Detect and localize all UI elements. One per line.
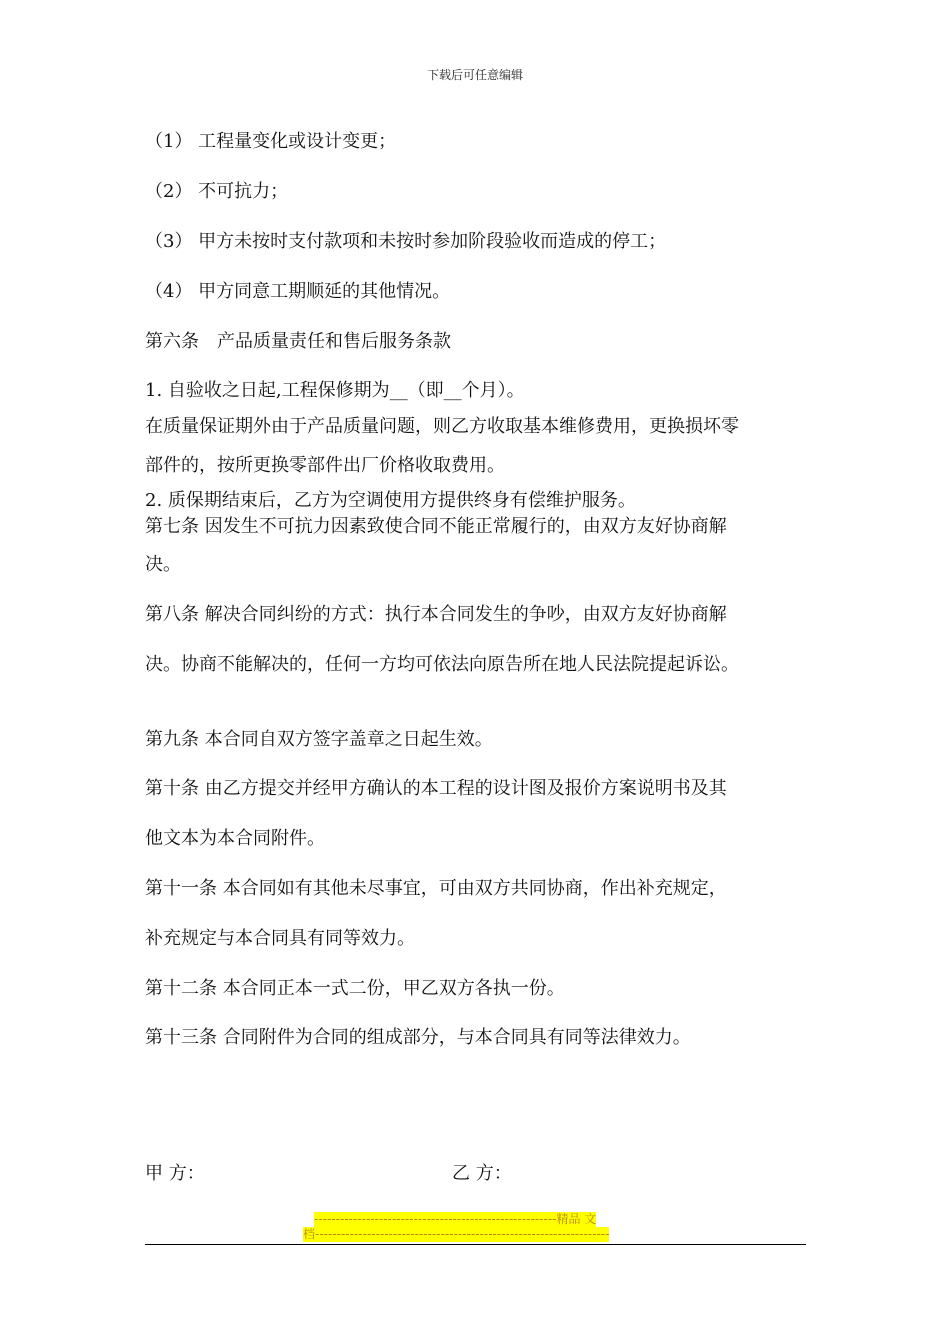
page-header: 下载后可任意编辑 [426, 68, 523, 82]
footer-divider [145, 1244, 806, 1245]
clause-line: 第十条 由乙方提交并经甲方确认的本工程的设计图及报价方案说明书及其 [145, 778, 727, 799]
clause-line: 第十一条 本合同如有其他未尽事宜，可由双方共同协商，作出补充规定， [145, 878, 727, 899]
clause-line: 2. 质保期结束后，乙方为空调使用方提供终身有偿维护服务。 [145, 490, 636, 511]
clause-line: （2） 不可抗力； [145, 181, 289, 202]
clause-line: 第八条 解决合同纠纷的方式：执行本合同发生的争吵，由双方友好协商解 [145, 604, 727, 625]
clause-line: （1） 工程量变化或设计变更； [145, 131, 397, 152]
clause-line: 决。 [145, 554, 181, 575]
clause-line: 决。协商不能解决的，任何一方均可依法向原告所在地人民法院提起诉讼。 [145, 654, 739, 675]
party-b-signature: 乙 方： [452, 1163, 512, 1184]
footer-watermark-line2: 档-------------------------------------------------------------------- [303, 1227, 610, 1241]
clause-line: 部件的，按所更换零部件出厂价格收取费用。 [145, 455, 505, 476]
clause-line: 第九条 本合同自双方签字盖章之日起生效。 [145, 729, 493, 750]
clause-line: 第十三条 合同附件为合同的组成部分，与本合同具有同等法律效力。 [145, 1027, 691, 1048]
party-a-signature: 甲 方： [145, 1163, 205, 1184]
clause-line: （3） 甲方未按时支付款项和未按时参加阶段验收而造成的停工； [145, 231, 667, 252]
clause-line: 在质量保证期外由于产品质量问题，则乙方收取基本维修费用，更换损坏零 [145, 416, 739, 437]
footer-watermark-line1: --------------------------------------------------------精品 文 [314, 1212, 597, 1226]
clause-line: 他文本为本合同附件。 [145, 828, 325, 849]
clause-line: 第十二条 本合同正本一式二份，甲乙双方各执一份。 [145, 978, 565, 999]
clause-line: 补充规定与本合同具有同等效力。 [145, 928, 415, 949]
section-heading: 第六条 产品质量责任和售后服务条款 [145, 331, 451, 352]
clause-line: （4） 甲方同意工期顺延的其他情况。 [145, 281, 451, 302]
clause-line: 1. 自验收之日起,工程保修期为__（即__个月）。 [145, 380, 525, 401]
clause-line: 第七条 因发生不可抗力因素致使合同不能正常履行的，由双方友好协商解 [145, 516, 727, 537]
